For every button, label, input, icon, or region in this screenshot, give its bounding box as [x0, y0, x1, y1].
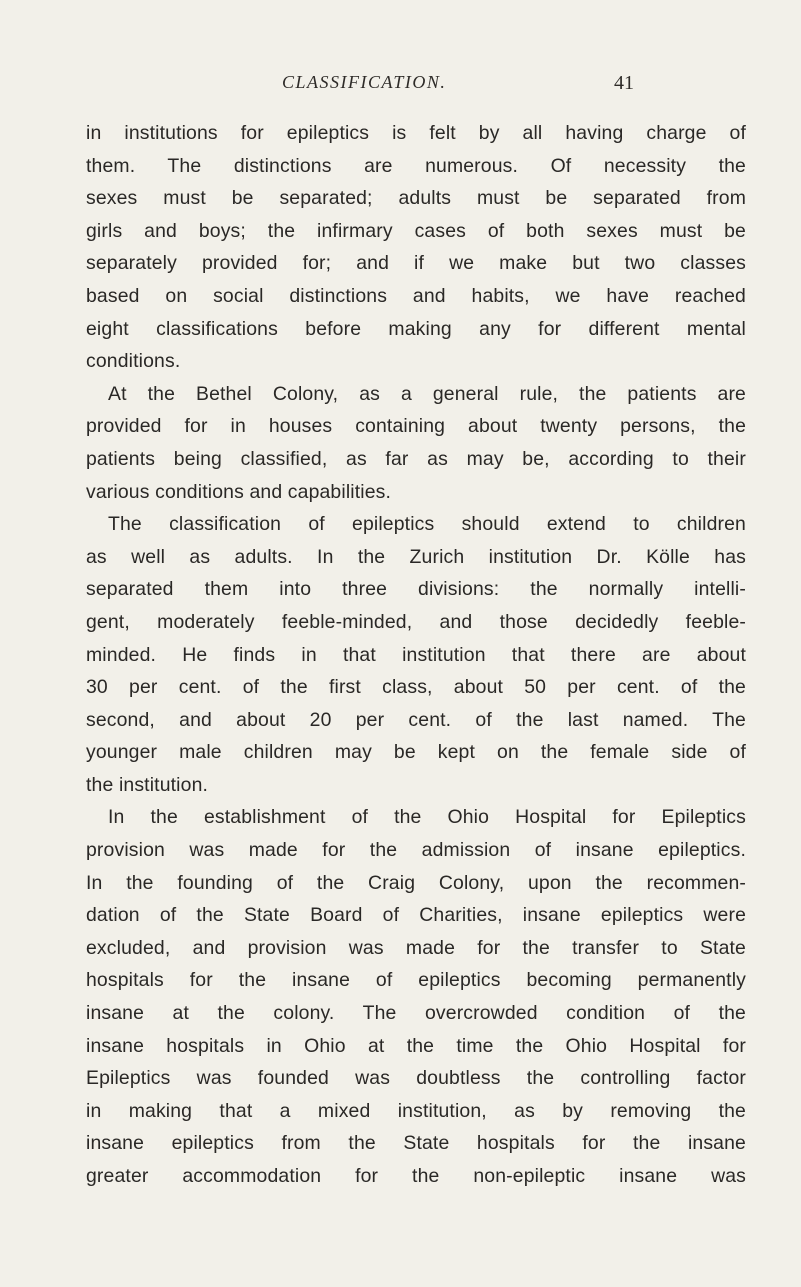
text-line: based on social distinctions and habits, we have reached — [86, 284, 746, 307]
text-line: eight classifications before making any for different mental — [86, 317, 746, 340]
text-line: In the founding of the Craig Colony, upon the recommen- — [86, 871, 746, 894]
text-line: minded. He finds in that institution that there are about — [86, 643, 746, 666]
text-line: conditions. — [86, 350, 181, 373]
text-line: the institution. — [86, 773, 209, 796]
text-line: excluded, and provision was made for the transfer to State — [86, 936, 746, 959]
text-line: as well as adults. In the Zurich institution Dr. Kölle has — [86, 545, 746, 568]
text-line: hospitals for the insane of epileptics becoming permanently — [86, 969, 746, 992]
text-line: insane at the colony. The overcrowded condition of the — [86, 1002, 746, 1025]
text-line: The classification of epileptics should extend to children — [108, 513, 746, 536]
text-line: various conditions and capabilities. — [86, 480, 392, 503]
running-head: CLASSIFICATION. — [282, 72, 447, 92]
text-line: in making that a mixed institution, as by removing the — [86, 1099, 746, 1122]
text-line: 30 per cent. of the first class, about 50 per cent. of the — [86, 676, 746, 699]
text-line: greater accommodation for the non-epileptic insane was — [86, 1165, 746, 1187]
text-line: provision was made for the admission of insane epileptics. — [86, 839, 746, 862]
text-line: patients being classified, as far as may be, according to their — [86, 447, 746, 470]
text-line: provided for in houses containing about twenty persons, the — [86, 415, 746, 438]
text-line: gent, moderately feeble-minded, and those decidedly feeble- — [86, 610, 746, 633]
text-line: insane epileptics from the State hospitals for the insane — [86, 1132, 746, 1155]
text-line: dation of the State Board of Charities, insane epileptics were — [86, 904, 746, 927]
body-text — [86, 117, 746, 1193]
text-line: In the establishment of the Ohio Hospital for Epileptics — [108, 806, 746, 829]
text-line: At the Bethel Colony, as a general rule, the patients are — [108, 382, 746, 405]
text-line: separated them into three divisions: the normally intelli- — [86, 578, 746, 601]
text-line: second, and about 20 per cent. of the last named. The — [86, 708, 746, 731]
text-line: separately provided for; and if we make but two classes — [86, 252, 746, 275]
text-line: insane hospitals in Ohio at the time the Ohio Hospital for — [86, 1034, 746, 1057]
page-number: 41 — [614, 72, 634, 94]
text-line: girls and boys; the infirmary cases of both sexes must be — [86, 219, 746, 242]
text-line: in institutions for epileptics is felt by all having charge of — [86, 122, 746, 144]
text-line: Epileptics was founded was doubtless the controlling factor — [86, 1067, 746, 1090]
text-line: sexes must be separated; adults must be separated from — [86, 187, 746, 210]
text-line: them. The distinctions are numerous. Of necessity the — [86, 154, 746, 177]
text-line: younger male children may be kept on the female side of — [86, 741, 746, 764]
